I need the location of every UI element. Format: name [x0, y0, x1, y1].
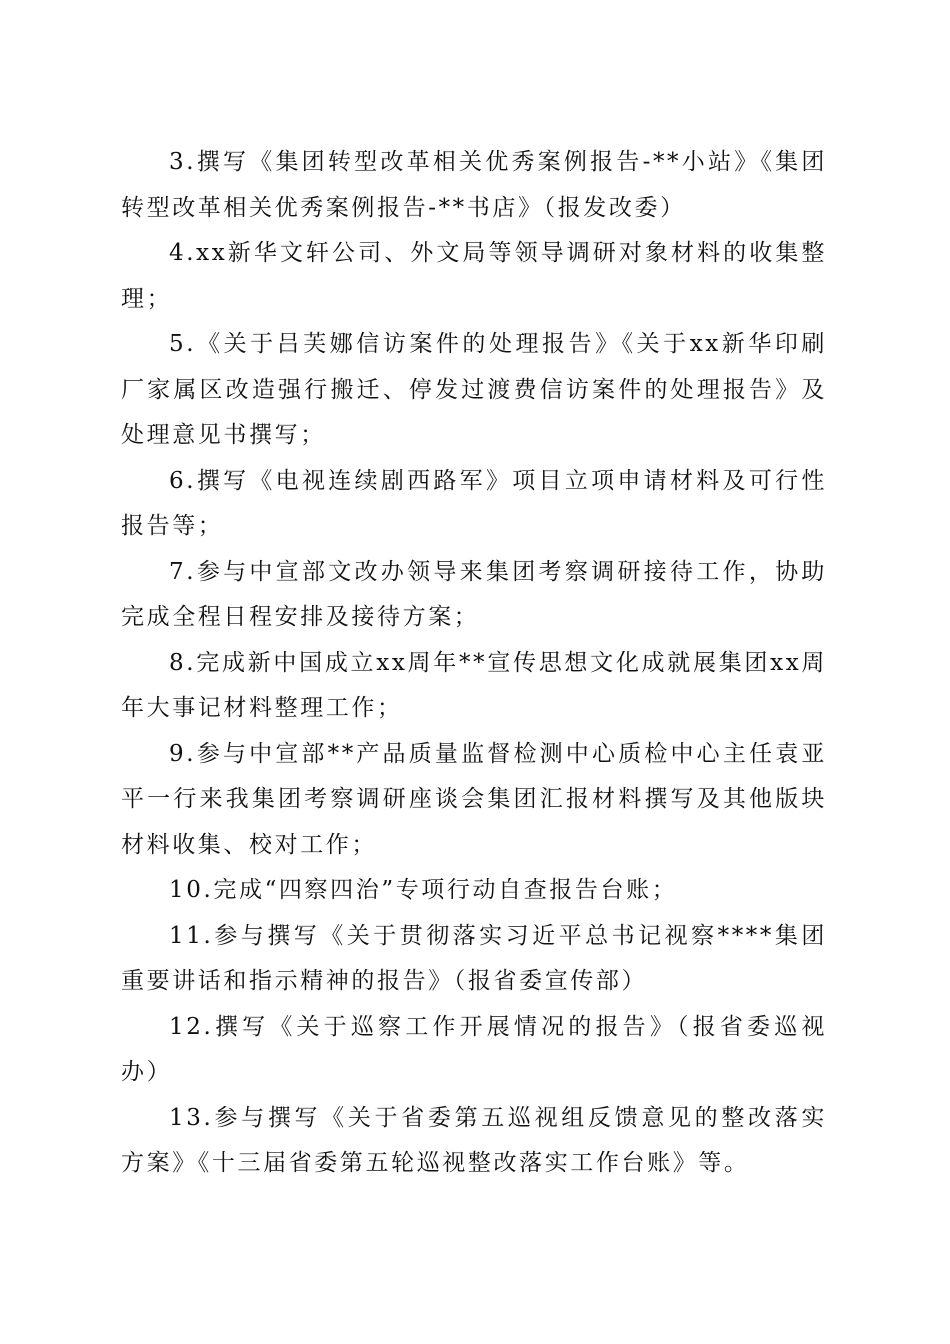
list-item-11: 11.参与撰写《关于贯彻落实习近平总书记视察****集团重要讲话和指示精神的报告》（报省委宣传部） [121, 922, 827, 994]
list-item-12: 12.撰写《关于巡察工作开展情况的报告》（报省委巡视办） [121, 1013, 827, 1085]
list-item-5: 5.《关于吕芙娜信访案件的处理报告》《关于xx新华印刷厂家属区改造强行搬迁、停发过渡费信访案件的处理报告》及处理意见书撰写； [121, 331, 827, 448]
list-item-8: 8.完成新中国成立xx周年**宣传思想文化成就展集团xx周年大事记材料整理工作； [121, 649, 827, 721]
list-item-4: 4.xx新华文轩公司、外文局等领导调研对象材料的收集整理； [121, 240, 827, 312]
document-body [121, 140, 827, 1187]
list-item-3: 3.撰写《集团转型改革相关优秀案例报告-**小站》《集团转型改革相关优秀案例报告-**书店》（报发改委） [121, 149, 827, 221]
list-item-10: 10.完成“四察四治”专项行动自查报告台账； [169, 877, 678, 903]
list-item-7: 7.参与中宣部文改办领导来集团考察调研接待工作，协助完成全程日程安排及接待方案； [121, 558, 827, 630]
list-item-6: 6.撰写《电视连续剧西路军》项目立项申请材料及可行性报告等； [121, 467, 827, 539]
list-item-13: 13.参与撰写《关于省委第五巡视组反馈意见的整改落实方案》《十三届省委第五轮巡视整改落实工作台账》等。 [121, 1104, 827, 1176]
list-item-9: 9.参与中宣部**产品质量监督检测中心质检中心主任袁亚平一行来我集团考察调研座谈会集团汇报材料撰写及其他版块材料收集、校对工作； [121, 740, 827, 858]
